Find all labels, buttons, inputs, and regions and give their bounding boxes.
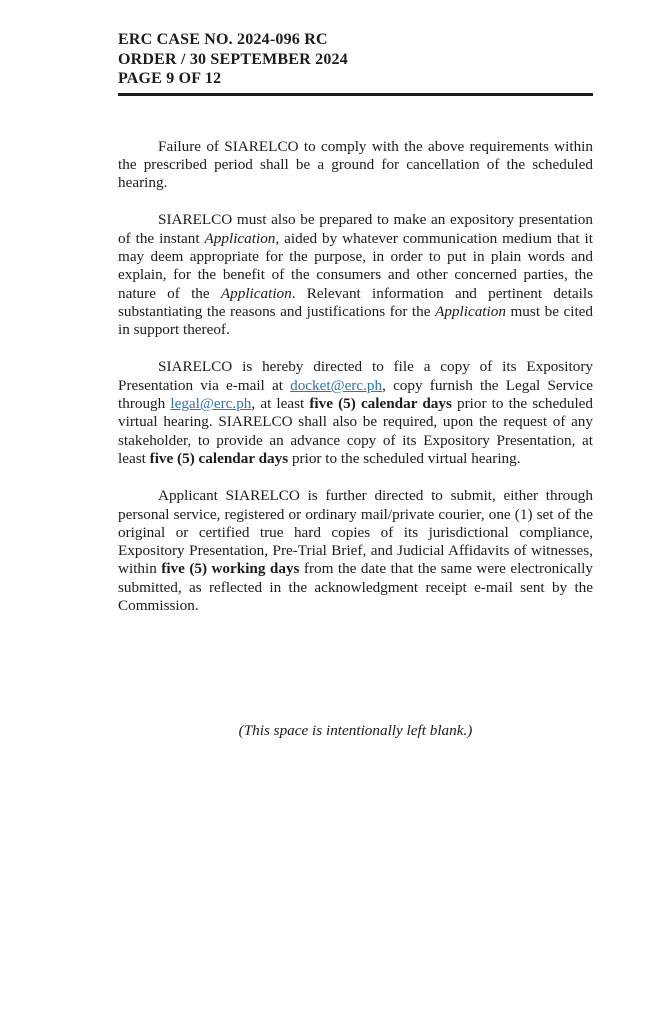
- text-run: , copy furnish the Legal Service through: [118, 376, 593, 413]
- page-header: [118, 30, 593, 96]
- italic-text: Application: [204, 229, 276, 247]
- text-run: from the date that the same were electronically submitted, as reflected in the acknowledgment receipt e-mail sent by the Commission.: [118, 560, 593, 615]
- email-link-legal[interactable]: legal@erc.ph: [170, 395, 252, 413]
- text-run: must be cited in support thereof.: [118, 302, 594, 339]
- text-run: , at least: [251, 395, 310, 413]
- document-body: [118, 138, 593, 616]
- text-run: SIARELCO must also be prepared to make an expository presentation of the instant: [118, 211, 593, 247]
- text-run: prior to the scheduled virtual hearing. SIARELCO shall also be required, upon the request of any stakeholder, to provide an advance copy of its Expository Presentation, at least: [118, 395, 593, 467]
- paragraph-4: [118, 487, 593, 615]
- text-run: , aided by whatever communication medium that it may deem appropriate for the purpose, in order to put in plain words and explain, for the benefit of the consumers and other concerned parties, the nature of the: [118, 229, 593, 302]
- header-case-number: ERC CASE NO. 2024-096 RC: [118, 31, 328, 48]
- italic-text: Application: [435, 302, 506, 320]
- paragraph-1: [118, 138, 593, 193]
- paragraph-2: [118, 211, 593, 339]
- email-link-docket[interactable]: docket@erc.ph: [290, 376, 383, 394]
- text-run: Applicant SIARELCO is further directed to submit, either through personal service, registered or ordinary mail/private courier, one (1) set of the original or certified true hard copies of its jurisdictional compliance, Expository Presentation, Pre-Trial Brief, and Judicial Affidavits of witnesses, within: [118, 487, 593, 578]
- header-order-date: ORDER / 30 SEPTEMBER 2024: [118, 50, 348, 68]
- text-run: SIARELCO is hereby directed to file a copy of its Expository Presentation via e-mail at: [118, 358, 593, 394]
- header-page-number: PAGE 9 OF 12: [118, 70, 222, 87]
- bold-text: five (5) calendar days: [149, 449, 289, 467]
- paragraph-3: [118, 358, 593, 468]
- text-run: Failure of SIARELCO to comply with the above requirements within the prescribed period shall be a ground for cancellation of the scheduled hearing.: [118, 137, 593, 192]
- italic-text: Application: [220, 284, 292, 302]
- bold-text: five (5) working days: [161, 560, 300, 578]
- text-run: prior to the scheduled virtual hearing.: [288, 449, 521, 467]
- blank-space-note: (This space is intentionally left blank.): [238, 722, 473, 740]
- bold-text: five (5) calendar days: [309, 395, 452, 413]
- text-run: . Relevant information and pertinent details substantiating the reasons and justifications for the: [118, 284, 593, 320]
